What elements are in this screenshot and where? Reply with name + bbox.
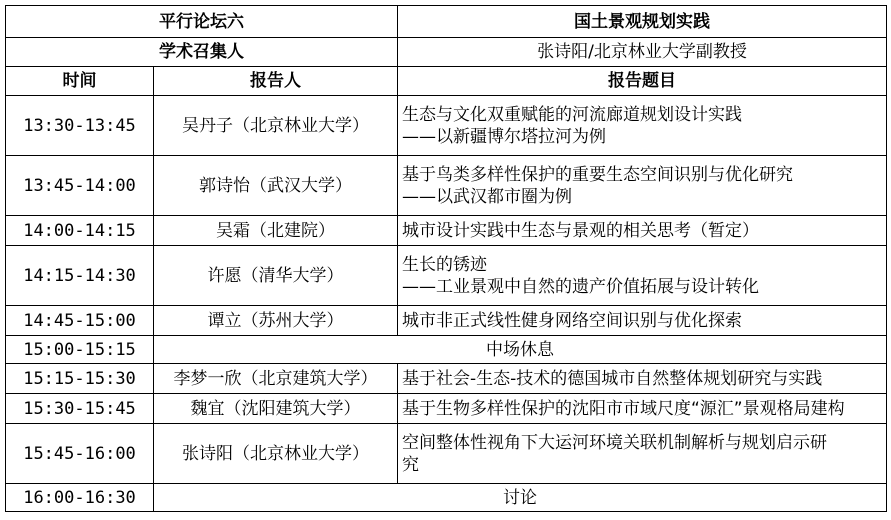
topic-cell: 城市非正式线性健身网络空间识别与优化探索 (398, 306, 887, 336)
time-cell: 15:00-15:15 (6, 336, 154, 364)
break-label: 中场休息 (154, 336, 887, 364)
topic-cell (398, 96, 887, 156)
topic-cell (398, 424, 887, 484)
topic-subtitle: ——以武汉都市圈为例 (402, 186, 572, 207)
speaker-cell: 谭立（苏州大学） (154, 306, 398, 336)
table-row (6, 216, 887, 246)
forum-schedule-table (5, 5, 887, 512)
speaker-cell: 张诗阳（北京林业大学） (154, 424, 398, 484)
topic-subtitle: ——以新疆博尔塔拉河为例 (402, 126, 606, 147)
table-row (6, 364, 887, 394)
forum-header-row (6, 6, 887, 38)
topic-cell (398, 246, 887, 306)
time-cell: 15:30-15:45 (6, 394, 154, 424)
discussion-row (6, 484, 887, 512)
break-row (6, 336, 887, 364)
table-row (6, 306, 887, 336)
topic-line: 生长的锈迹 (402, 254, 487, 275)
time-cell: 14:45-15:00 (6, 306, 154, 336)
time-cell: 15:45-16:00 (6, 424, 154, 484)
topic-line-continued: 究 (402, 454, 419, 475)
topic-cell: 城市设计实践中生态与景观的相关思考（暂定） (398, 216, 887, 246)
table-row (6, 424, 887, 484)
topic-subtitle: ——工业景观中自然的遗产价值拓展与设计转化 (402, 276, 759, 297)
convener-name: 张诗阳/北京林业大学副教授 (398, 38, 887, 67)
time-cell: 16:00-16:30 (6, 484, 154, 512)
table-row (6, 246, 887, 306)
topic-cell: 基于生物多样性保护的沈阳市市域尺度“源汇”景观格局建构 (398, 394, 887, 424)
forum-label: 平行论坛六 (6, 6, 398, 38)
table-row (6, 96, 887, 156)
column-header-time: 时间 (6, 67, 154, 96)
topic-line: 基于鸟类多样性保护的重要生态空间识别与优化研究 (402, 164, 793, 185)
speaker-cell: 魏宜（沈阳建筑大学） (154, 394, 398, 424)
speaker-cell: 李梦一欣（北京建筑大学） (154, 364, 398, 394)
column-header-topic: 报告题目 (398, 67, 887, 96)
time-cell: 14:15-14:30 (6, 246, 154, 306)
topic-line: 空间整体性视角下大运河环境关联机制解析与规划启示研 (402, 432, 827, 453)
time-cell: 13:30-13:45 (6, 96, 154, 156)
table-row (6, 156, 887, 216)
column-header-speaker: 报告人 (154, 67, 398, 96)
topic-cell: 基于社会-生态-技术的德国城市自然整体规划研究与实践 (398, 364, 887, 394)
column-header-row (6, 67, 887, 96)
convener-row (6, 38, 887, 67)
topic-line: 生态与文化双重赋能的河流廊道规划设计实践 (402, 104, 742, 125)
speaker-cell: 吴丹子（北京林业大学） (154, 96, 398, 156)
topic-cell (398, 156, 887, 216)
table-row (6, 394, 887, 424)
speaker-cell: 吴霜（北建院） (154, 216, 398, 246)
convener-label: 学术召集人 (6, 38, 398, 67)
speaker-cell: 郭诗怡（武汉大学） (154, 156, 398, 216)
forum-title: 国土景观规划实践 (398, 6, 887, 38)
time-cell: 15:15-15:30 (6, 364, 154, 394)
discussion-label: 讨论 (154, 484, 887, 512)
time-cell: 13:45-14:00 (6, 156, 154, 216)
speaker-cell: 许愿（清华大学） (154, 246, 398, 306)
time-cell: 14:00-14:15 (6, 216, 154, 246)
